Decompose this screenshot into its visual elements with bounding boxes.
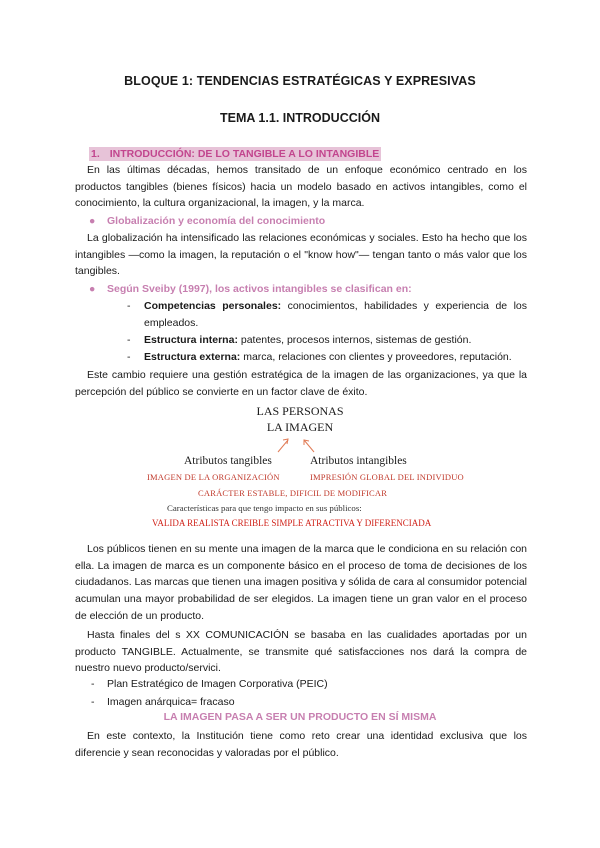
dash-icon: - xyxy=(127,300,131,312)
arrow-left-icon xyxy=(278,439,288,452)
item-label: Estructura externa: xyxy=(144,351,241,363)
topic-title: TEMA 1.1. INTRODUCCIÓN xyxy=(220,111,380,125)
dash-icon: - xyxy=(91,678,95,690)
communication-paragraph: Hasta finales del s XX COMUNICACIÓN se basaba en las cualidades aportadas por un producto TANGIBLE. Actualmente, se transmite qué satisfacciones nos dará la compra de nuestro nuevo producto/servici. xyxy=(75,629,527,675)
section-title: INTRODUCCIÓN: DE LO TANGIBLE A LO INTANGIBLE xyxy=(109,148,380,160)
dash-icon: - xyxy=(127,334,131,346)
publics-paragraph: Los públicos tienen en su mente una imagen de la marca que le condiciona en su relación con ella. La imagen de marca es un componente básico en el proceso de toma de decisiones de los ciudadanos. Las marcas que tienen una imagen positiva y sólida de cara al consumidor potencial acumulan una mayor probabilidad de ser elegidos. La imagen tiene un gran valor en el proceso de elección de un producto. xyxy=(75,543,527,622)
diagram-org-image: IMAGEN DE LA ORGANIZACIÓN xyxy=(147,472,280,482)
dash-icon: - xyxy=(91,696,95,708)
bullet-globalization xyxy=(89,213,325,229)
diagram-qualities: VALIDA REALISTA CREIBLE SIMPLE ATRACTIVA Y DIFERENCIADA xyxy=(152,518,432,528)
item-text: conocimientos, habilidades y experiencia de los empleados. xyxy=(144,300,527,329)
arrow-right-icon xyxy=(304,440,314,452)
diagram-stable: CARÁCTER ESTABLE, DIFICIL DE MODIFICAR xyxy=(198,488,388,498)
intro-paragraph: En las últimas décadas, hemos transitado de un enfoque económico centrado en los productos tangibles (bienes físicos) hacia un modelo basado en activos intangibles, como el conocimiento, la cultura organizacional, la imagen, y la marca. xyxy=(75,164,527,210)
diagram-characteristics: Características para que tengo impacto en sus públicos: xyxy=(167,503,362,513)
item-label: Competencias personales: xyxy=(144,300,282,312)
section-heading xyxy=(89,147,381,161)
bullet-dot-icon: ● xyxy=(89,283,96,295)
diagram-tangible: Atributos tangibles xyxy=(184,455,272,467)
diagram-people: LAS PERSONAS xyxy=(256,404,344,418)
block-title: BLOQUE 1: TENDENCIAS ESTRATÉGICAS Y EXPRESIVAS xyxy=(124,74,476,88)
item-label: Estructura interna: xyxy=(144,334,238,346)
bullet-text: Según Sveiby (1997), los activos intangibles se clasifican en: xyxy=(107,283,412,295)
bullet-text: Globalización y economía del conocimiento xyxy=(107,215,326,227)
diagram-image: LA IMAGEN xyxy=(266,420,334,434)
dash-icon: - xyxy=(127,351,131,363)
change-paragraph: Este cambio requiere una gestión estratégica de la imagen de las organizaciones, ya que la percepción del público se convierte en un factor clave de éxito. xyxy=(75,369,527,398)
bullet-dot-icon: ● xyxy=(89,215,96,227)
item-text: patentes, procesos internos, sistemas de gestión. xyxy=(237,334,472,346)
item-text: marca, relaciones con clientes y proveedores, reputación. xyxy=(240,351,512,363)
diagram-arrows xyxy=(270,434,330,456)
item-text: Plan Estratégico de Imagen Corporativa (PEIC) xyxy=(107,678,328,690)
globalization-paragraph: La globalización ha intensificado las relaciones económicas y sociales. Esto ha hecho que los intangibles —como la imagen, la reputación o el "know how"— tengan tanto o más valor que los tangibles. xyxy=(75,232,527,278)
bullet-sveiby xyxy=(89,281,412,297)
context-paragraph: En este contexto, la Institución tiene como reto crear una identidad exclusiva que los diferencie y sean reconocidas y valoradas por el público. xyxy=(75,730,527,759)
item-text: Imagen anárquica= fracaso xyxy=(107,696,235,708)
image-product-heading: LA IMAGEN PASA A SER UN PRODUCTO EN SÍ MISMA xyxy=(163,711,437,723)
diagram-global-impression: IMPRESIÓN GLOBAL DEL INDIVIDUO xyxy=(310,472,464,482)
diagram-intangible: Atributos intangibles xyxy=(310,455,407,467)
section-number: 1. xyxy=(91,148,100,160)
